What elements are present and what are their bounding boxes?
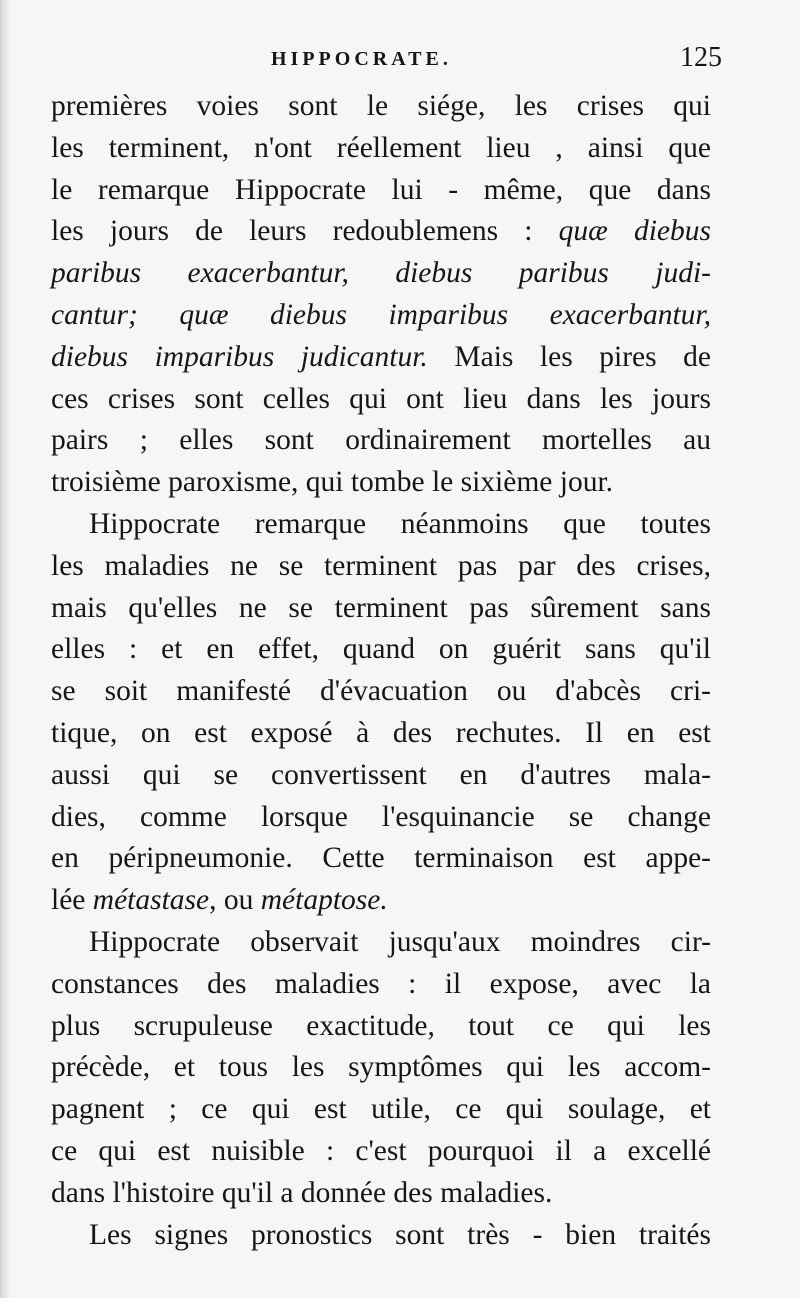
text-line (51, 838, 711, 880)
italic-text-segment: métaptose. (260, 884, 388, 917)
text-segment: les jours de leurs redoublemens : (51, 215, 559, 248)
text-line (51, 1131, 711, 1173)
text-line (51, 420, 711, 462)
text-segment: ces crises sont celles qui ont lieu dans les jours (51, 382, 711, 415)
text-segment: Les signes pronostics sont très - bien traités (89, 1218, 711, 1251)
page-edge-shadow (1, 0, 11, 1298)
italic-text-segment: métastase (92, 884, 210, 917)
body-text (51, 86, 711, 1256)
text-line (51, 462, 711, 504)
text-segment: , ou (209, 884, 261, 917)
text-line (51, 546, 711, 588)
text-segment: précède, et tous les symptômes qui les accom- (51, 1051, 711, 1084)
page-header (51, 42, 722, 82)
italic-text-segment: paribus exacerbantur, diebus paribus judi- (51, 257, 711, 290)
text-line (51, 1089, 711, 1131)
text-line (51, 713, 711, 755)
text-segment: tique, on est exposé à des rechutes. Il en est (51, 716, 711, 749)
text-line (51, 588, 711, 630)
text-segment: mais qu'elles ne se terminent pas sûrement sans (51, 591, 711, 624)
text-line (51, 86, 711, 128)
text-line (51, 504, 711, 546)
text-line (51, 170, 711, 212)
text-segment: dies, comme lorsque l'esquinancie se change (51, 800, 711, 833)
text-line (51, 629, 711, 671)
italic-text-segment: quæ diebus (558, 215, 711, 248)
text-segment: aussi qui se convertissent en d'autres mala- (51, 758, 711, 791)
text-line (51, 797, 711, 839)
page-number: 125 (680, 42, 722, 73)
text-segment: premières voies sont le siége, les crises qui (51, 90, 711, 122)
text-line (51, 922, 711, 964)
text-segment: le remarque Hippocrate lui - même, que dans (51, 173, 711, 206)
text-line (51, 1173, 711, 1215)
text-segment: les maladies ne se terminent pas par des crises, (51, 549, 711, 582)
text-line (51, 755, 711, 797)
text-line (51, 337, 711, 379)
text-line (51, 1215, 711, 1257)
text-segment: Hippocrate remarque néanmoins que toutes (89, 507, 711, 540)
text-segment: pairs ; elles sont ordinairement mortelles au (51, 424, 711, 457)
text-line (51, 964, 711, 1006)
text-segment: constances des maladies : il expose, avec la (51, 967, 711, 1000)
text-segment: elles : et en effet, quand on guérit sans qu'il (51, 633, 711, 666)
text-segment: lée (51, 884, 93, 917)
text-line (51, 1006, 711, 1048)
text-line (51, 880, 711, 922)
text-segment: pagnent ; ce qui est utile, ce qui soulage, et (51, 1093, 711, 1126)
text-line (51, 211, 711, 253)
text-segment: se soit manifesté d'évacuation ou d'abcès cri- (51, 675, 711, 708)
text-line (51, 253, 711, 295)
text-segment: plus scrupuleuse exactitude, tout ce qui les (51, 1009, 711, 1042)
text-segment: troisième paroxisme, qui tombe le sixième jour. (51, 466, 614, 499)
text-segment: les terminent, n'ont réellement lieu , ainsi que (51, 131, 711, 164)
italic-text-segment: cantur; quæ diebus imparibus exacerbantur, (51, 298, 711, 331)
text-line (51, 379, 711, 421)
text-line (51, 671, 711, 713)
text-line (51, 1047, 711, 1089)
text-line (51, 128, 711, 170)
italic-text-segment: diebus imparibus judicantur. (51, 340, 428, 373)
text-segment: ce qui est nuisible : c'est pourquoi il a excellé (51, 1134, 711, 1167)
text-segment: Mais les pires de (427, 340, 711, 373)
running-head: HIPPOCRATE. (271, 48, 452, 70)
text-segment: Hippocrate observait jusqu'aux moindres cir- (89, 925, 711, 958)
text-line (51, 295, 711, 337)
text-segment: en péripneumonie. Cette terminaison est appe- (51, 842, 711, 875)
text-segment: dans l'histoire qu'il a donnée des maladies. (51, 1176, 553, 1209)
